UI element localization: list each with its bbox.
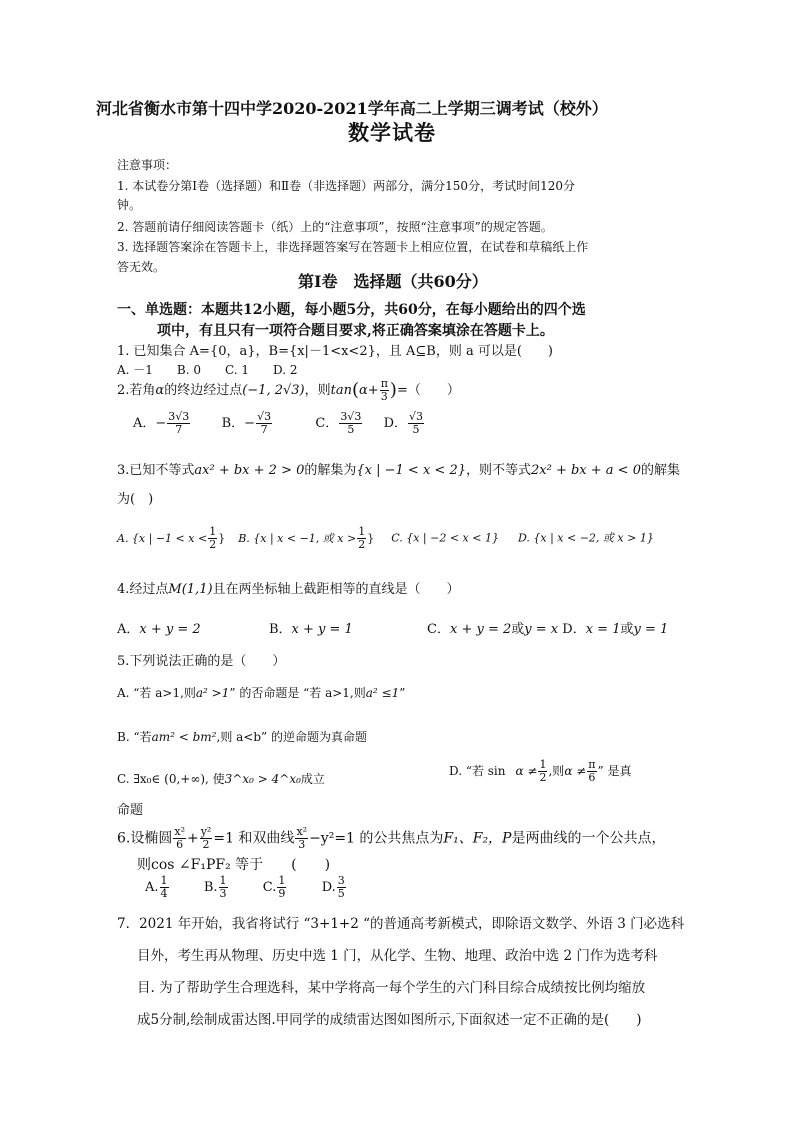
q5-option-c: C. ∃x₀∈ (0,+∞), 使3^x₀ > 4^x₀成立	[117, 772, 325, 786]
q6-option-b: B. $\frac{1}{3}$	[203, 874, 227, 900]
exam-title: 河北省衡水市第十四中学2020-2021学年高二上学期三调考试（校外）	[96, 99, 608, 118]
q6-option-a: A. $\frac{1}{4}$	[145, 874, 168, 900]
section-title: 第Ⅰ卷 选择题（共60分）	[298, 272, 488, 291]
q7-line-1: 7．2021 年开始，我省将试行 “3+1+2 “的普通高考新模式，即除语文数学、外语 3 门必选科	[117, 916, 685, 932]
q2-options	[133, 411, 425, 436]
q2-option-b: B．− $\frac{√3}{7}$	[221, 410, 272, 436]
q1-stem: 1. 已知集合 A={0，a}，B={x|－1<x<2}，且 A⊆B，则 a 可以是( )	[117, 344, 553, 359]
section-intro-2: 项中，有且只有一项符合题目要求,将正确答案填涂在答题卡上。	[157, 323, 554, 339]
q7-line-2: 目外，考生再从物理、历史中选 1 门，从化学、生物、地理、政治中选 2 门作为选考科	[137, 948, 658, 964]
q6-stem-2: 则cos ∠F₁PF₂ 等于 ( )	[137, 857, 331, 873]
q3-option-c: C. {x | −2 < x < 1}	[391, 531, 499, 545]
note-line-1b: 钟。	[117, 198, 142, 212]
q3-stem: 3.已知不等式ax² + bx + 2 > 0的解集为{x | −1 < x < 2}，则不等式2x² + bx + a < 0的解集	[117, 463, 680, 478]
q4-option-a: A．x + y = 2	[117, 622, 201, 637]
q4-options	[117, 622, 668, 638]
q6-stem: 6.设椭圆 $\frac{\text{x²}}{6}$ + $\frac{\text{y²}}{2}$ =1 和双曲线 $\frac{\text{x²}}{3}$ −y²=1 的公共焦点为F₁、F₂，P是两曲线的一个公共点，	[117, 825, 666, 851]
q3-option-b: B. {x | x < −1, 或 x > $\frac{1}{2}$ }	[238, 525, 375, 551]
q2-option-d: D． $\frac{√3}{5}$	[383, 410, 424, 436]
q6-options	[145, 875, 347, 900]
q2-stem: 2.若角α的终边经过点(−1, 2√3)，则tan(α+ $\frac{\pi}{3}$ )=（ ）	[117, 377, 460, 403]
q5-option-b: B. “若am² < bm²,则 a<b” 的逆命题为真命题	[117, 730, 367, 744]
note-line-2: 2. 答题前请仔细阅读答题卡（纸）上的“注意事项”，按照“注意事项”的规定答题。	[117, 220, 553, 234]
q7-line-4: 成5分制,绘制成雷达图.甲同学的成绩雷达图如图所示,下面叙述一定不正确的是( )	[137, 1012, 642, 1028]
q5-option-d-tail: 命题	[117, 803, 144, 818]
q2-option-c: C． $\frac{3√3}{5}$	[315, 410, 362, 436]
note-line-3b: 答无效。	[117, 260, 166, 274]
notes-heading: 注意事项：	[117, 158, 178, 172]
q4-stem: 4.经过点M(1,1)且在两坐标轴上截距相等的直线是（ ）	[117, 582, 460, 597]
q3-options	[117, 526, 654, 551]
q6-option-d: D. $\frac{3}{5}$	[321, 874, 345, 900]
q7-line-3: 目. 为了帮助学生合理选科，某中学将高一每个学生的六门科目综合成绩按比例均缩放	[137, 980, 646, 996]
q1-options: A. －1 B. 0 C. 1 D. 2	[117, 363, 298, 377]
exam-subtitle: 数学试卷	[348, 120, 436, 145]
q6-option-c: C. $\frac{1}{9}$	[262, 874, 286, 900]
q5-stem: 5.下列说法正确的是（ ）	[117, 654, 286, 669]
q4-option-b: B．x + y = 1	[268, 622, 353, 637]
note-line-3: 3. 选择题答案涂在答题卡上，非选择题答案写在答题卡上相应位置，在试卷和草稿纸上作	[117, 240, 589, 254]
q3-option-d: D. {x | x < −2, 或 x > 1}	[517, 531, 654, 545]
note-line-1: 1. 本试卷分第Ⅰ卷（选择题）和Ⅱ卷（非选择题）两部分，满分150分，考试时间120分	[117, 179, 575, 193]
q4-option-d: D．x = 1或y = 1	[562, 622, 669, 637]
q4-option-c: C．x + y = 2或y = x	[427, 622, 559, 637]
q3-option-a: A. {x | −1 < x < $\frac{1}{2}$ }	[117, 525, 226, 551]
q2-option-a: A．− $\frac{3√3}{7}$	[133, 410, 190, 436]
q5-option-d: D. “若 sin α ≠ $\frac{1}{2}$ ,则α ≠ $\frac{\pi}{6}$ ” 是真	[449, 758, 632, 784]
section-intro-1: 一、单选题：本题共12小题，每小题5分，共60分，在每小题给出的四个选	[117, 302, 586, 318]
q3-stem-2: 为( )	[117, 492, 154, 507]
q5-option-a: A. “若 a>1,则a² >1” 的否命题是 “若 a>1,则a² ≤1”	[117, 686, 406, 700]
